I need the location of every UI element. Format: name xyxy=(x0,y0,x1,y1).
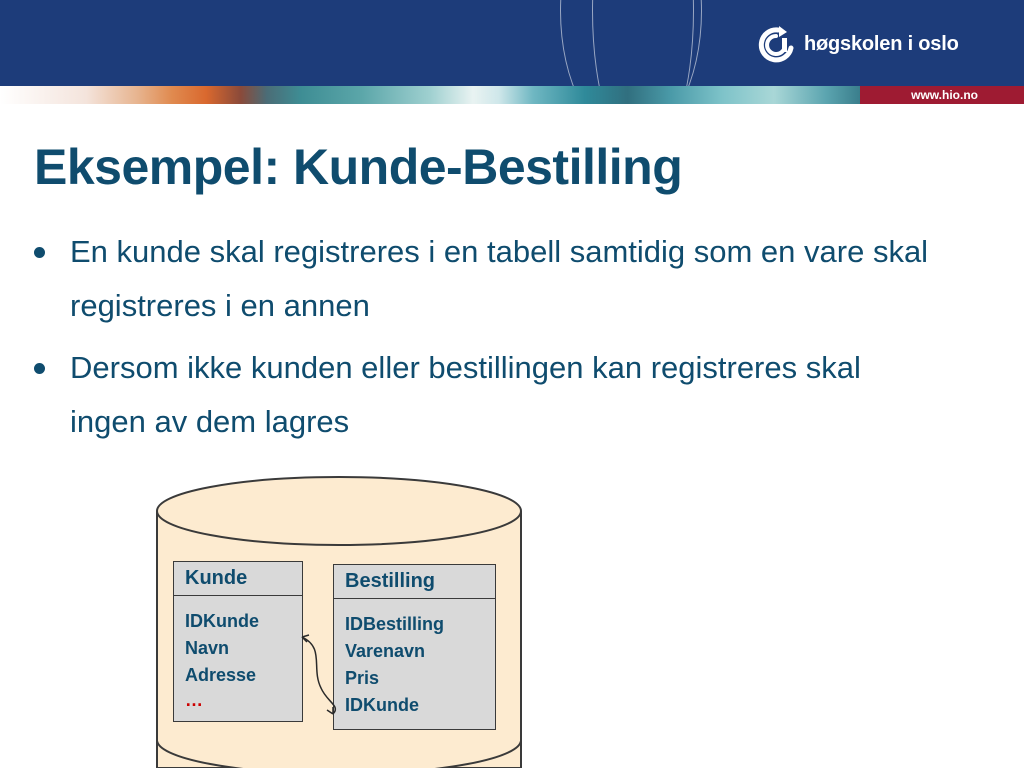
table-field: IDKunde xyxy=(345,695,419,715)
slide-title: Eksempel: Kunde-Bestilling xyxy=(34,139,683,195)
logo-text: høgskolen i oslo xyxy=(804,32,959,55)
table-kunde xyxy=(173,561,303,722)
bullet-item xyxy=(30,341,930,449)
bullet-item xyxy=(30,225,930,333)
hio-logo[interactable] xyxy=(756,24,959,64)
table-bestilling xyxy=(333,564,496,730)
table-header: Kunde xyxy=(174,562,302,596)
bullet-text: En kunde skal registreres i en tabell samtidig som en vare skal registreres i en annen xyxy=(70,234,929,323)
table-header: Bestilling xyxy=(334,565,495,599)
table-field: Navn xyxy=(185,638,230,658)
table-field: Varenavn xyxy=(345,641,426,661)
color-stripe xyxy=(0,86,860,104)
database-diagram xyxy=(155,476,523,768)
bullet-text: Dersom ikke kunden eller bestillingen kan registreres skal ingen av dem lagres xyxy=(70,350,861,439)
bullet-icon xyxy=(34,363,45,374)
table-field: Adresse xyxy=(185,665,257,685)
bullet-list xyxy=(30,225,930,457)
hio-logo-icon xyxy=(756,24,796,64)
table-ellipsis: … xyxy=(185,690,203,710)
decorative-arc xyxy=(592,0,694,86)
table-field: Pris xyxy=(345,668,380,688)
header-band xyxy=(0,0,1024,86)
url-bar[interactable] xyxy=(860,86,1024,104)
table-field: IDBestilling xyxy=(345,614,445,634)
url-text[interactable]: www.hio.no xyxy=(911,88,978,102)
bullet-icon xyxy=(34,247,45,258)
table-field: IDKunde xyxy=(185,611,259,631)
